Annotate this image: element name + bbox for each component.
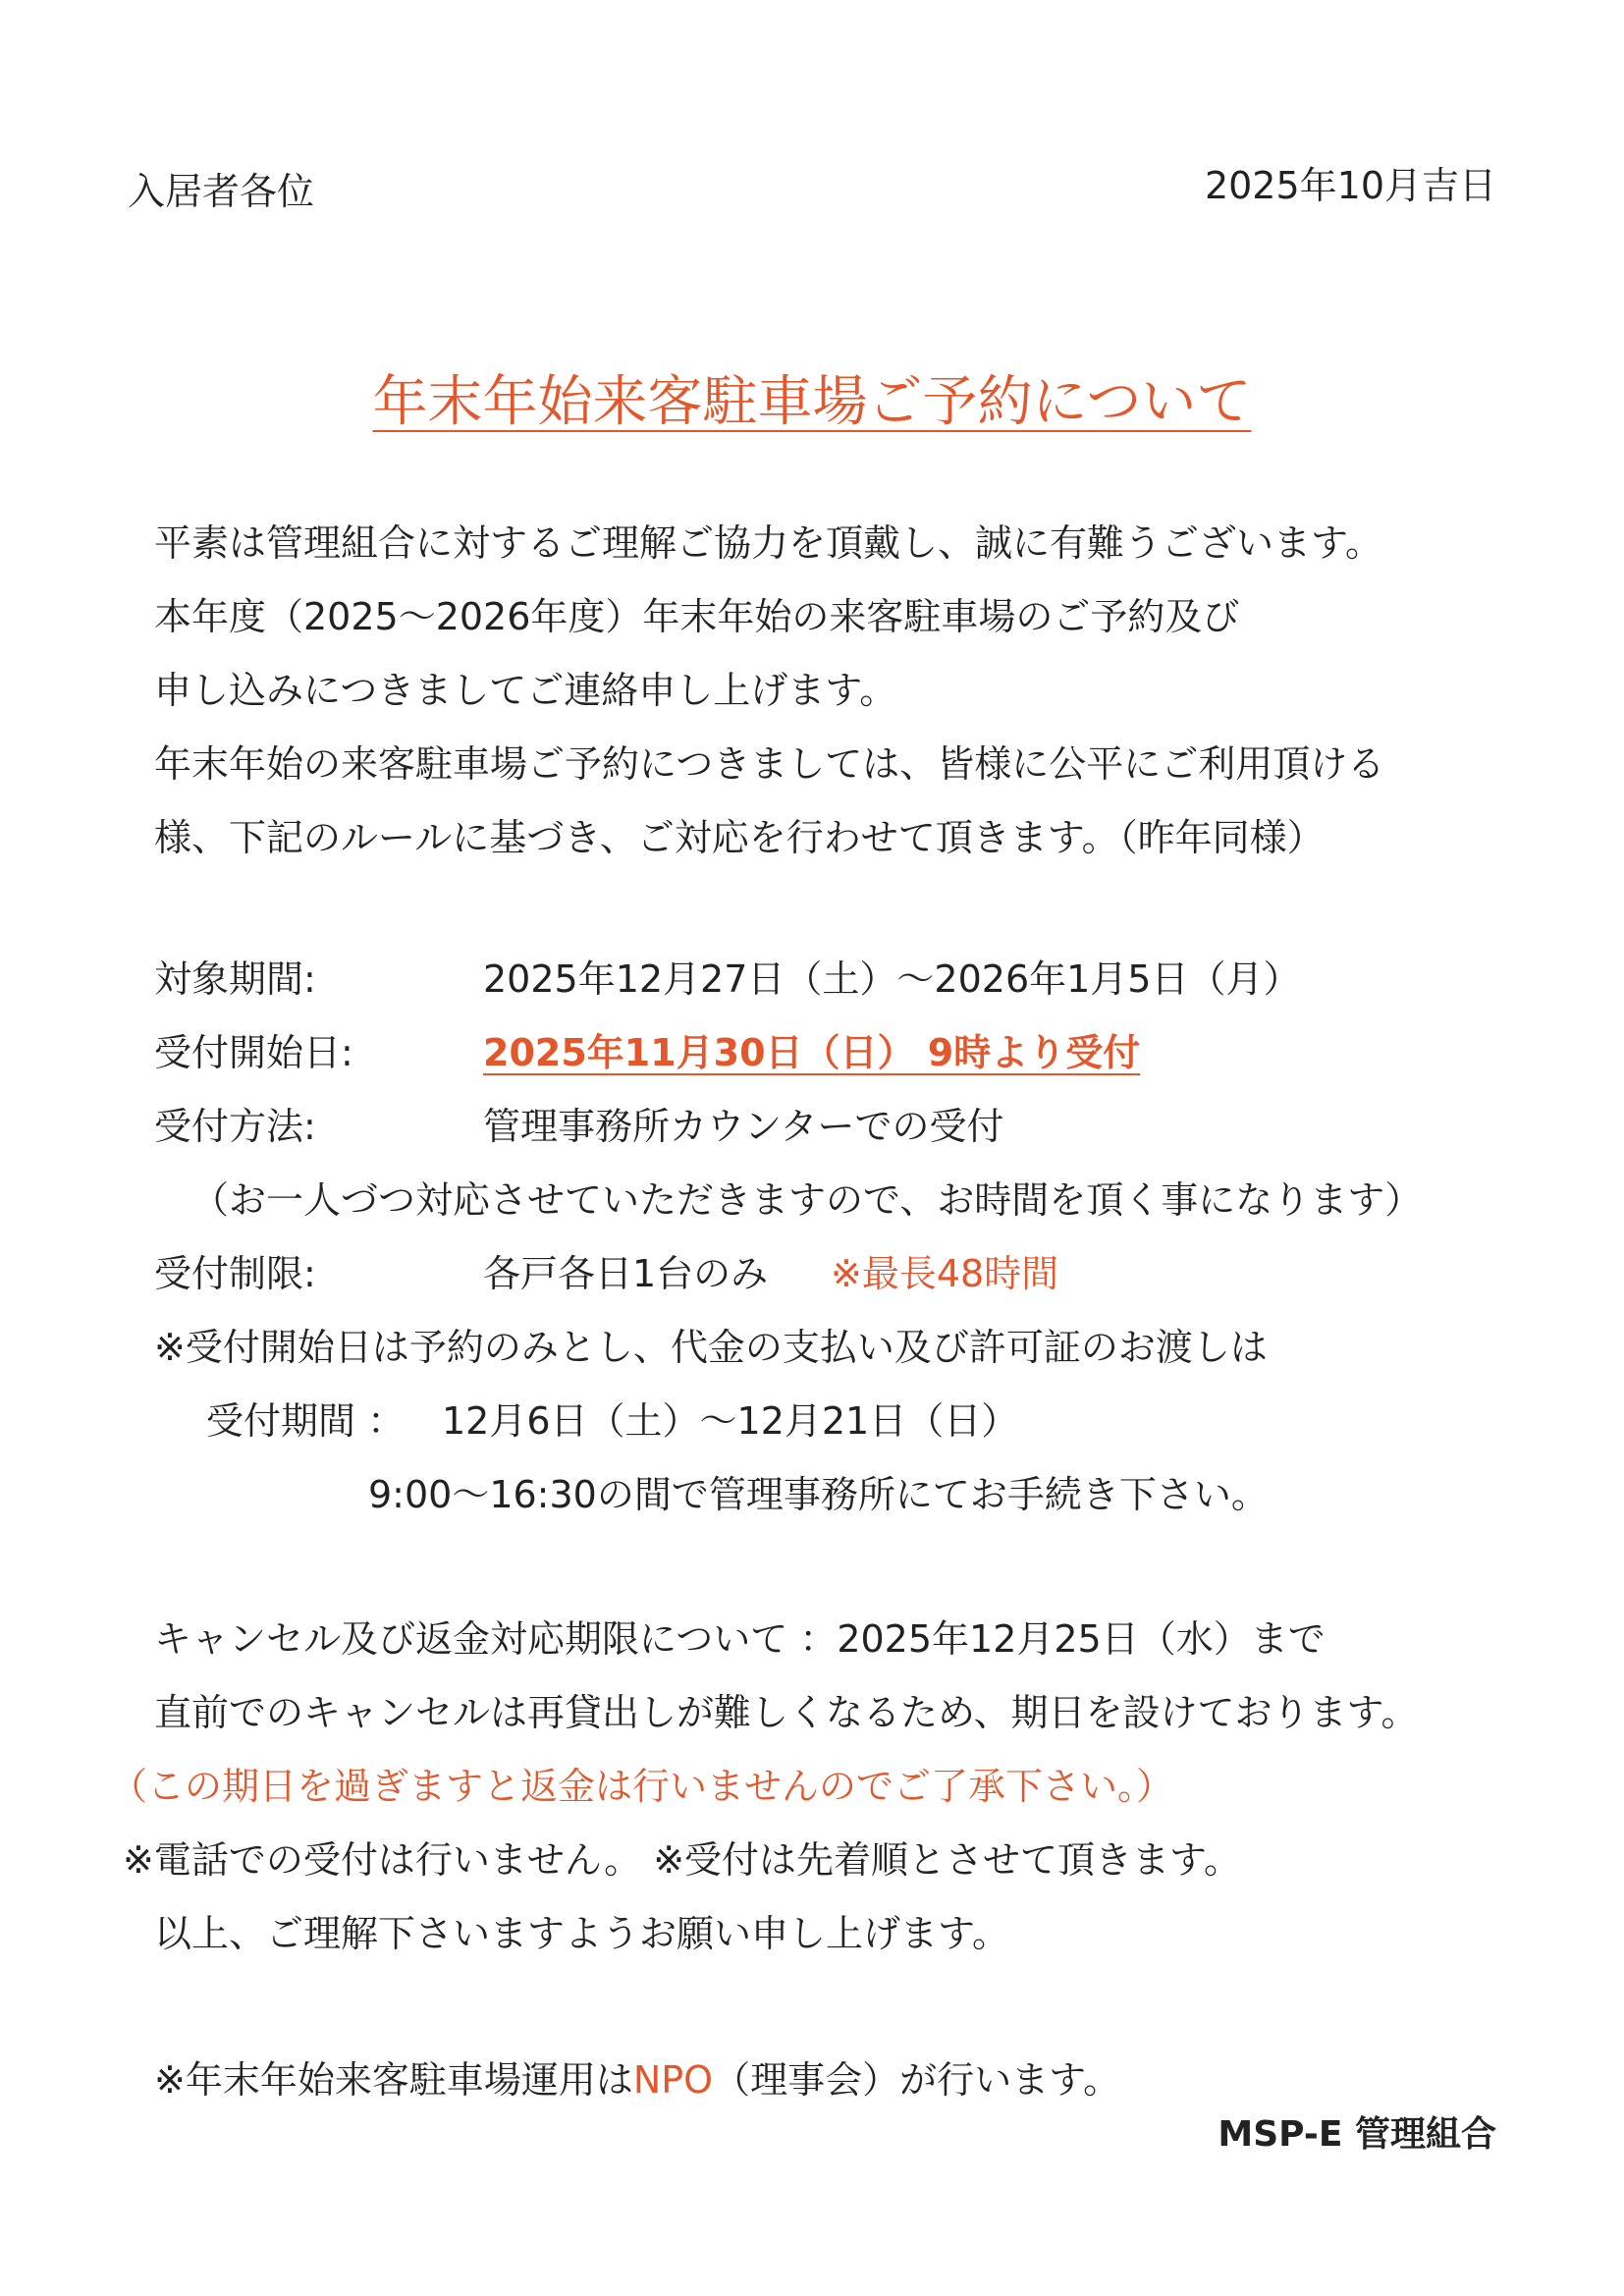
intro-line-1: 平素は管理組合に対するご理解ご協力を頂戴し、誠に有難うございます。 — [154, 521, 1382, 565]
payment-period-value: 12月6日（土）～12月21日（日） — [442, 1399, 1019, 1443]
method-value: 管理事務所カウンターでの受付 — [483, 1105, 1004, 1148]
cancel-deadline: キャンセル及び返金対応期限について ：2025年12月25日（水）まで — [154, 1617, 1326, 1661]
operator-npo: NPO — [632, 2058, 714, 2102]
cancel-warning: （この期日を過ぎますと返金は行いませんのでご了承下さい。） — [110, 1765, 1174, 1808]
limit-label: 受付制限: — [154, 1252, 316, 1295]
method-note: （お一人づつ対応させていただきますので、お時間を頂く事になります） — [191, 1178, 1423, 1222]
document-title: 年末年始来客駐車場ご予約について — [372, 370, 1252, 434]
operator-note — [154, 2058, 1121, 2102]
closing-line: 以上、ご理解下さいますようお願い申し上げます。 — [154, 1912, 1009, 1955]
intro-line-4: 年末年始の来客駐車場ご予約につきましては、皆様に公平にご利用頂ける — [154, 742, 1385, 786]
signature: MSP-E 管理組合 — [1218, 2114, 1496, 2155]
intro-line-3: 申し込みにつきましてご連絡申し上げます。 — [154, 669, 897, 712]
operator-prefix: ※年末年始来客駐車場運用は — [154, 2058, 633, 2102]
limit-value: 各戸各日1台のみ — [483, 1252, 769, 1295]
payment-hours: 9:00～16:30の間で管理事務所にてお手続き下さい。 — [368, 1473, 1269, 1516]
method-label: 受付方法: — [154, 1105, 316, 1148]
payment-period-label: 受付期間 ： — [206, 1399, 406, 1443]
document-date: 2025年10月吉日 — [1204, 164, 1496, 207]
start-label: 受付開始日: — [154, 1031, 353, 1074]
intro-line-5: 様、下記のルールに基づき、ご対応を行わせて頂きます。（昨年同様） — [154, 816, 1325, 859]
cancel-reason: 直前でのキャンセルは再貸出しが難しくなるため、期日を設けております。 — [154, 1691, 1419, 1734]
period-value: 2025年12月27日（土）～2026年1月5日（月） — [483, 957, 1301, 1001]
start-value: 2025年11月30日（日） 9時より受付 — [483, 1031, 1141, 1074]
period-label: 対象期間: — [154, 957, 316, 1001]
intro-line-2: 本年度（2025～2026年度）年末年始の来客駐車場のご予約及び — [154, 595, 1240, 638]
payment-note: ※受付開始日は予約のみとし、代金の支払い及び許可証のお渡しは — [154, 1326, 1268, 1369]
cancel-notes: ※電話での受付は行いません。 ※受付は先着順とさせて頂きます。 — [123, 1838, 1242, 1882]
operator-suffix: （理事会）が行います。 — [713, 2058, 1121, 2102]
addressee: 入居者各位 — [128, 170, 315, 213]
limit-note: ※最長48時間 — [831, 1252, 1059, 1295]
